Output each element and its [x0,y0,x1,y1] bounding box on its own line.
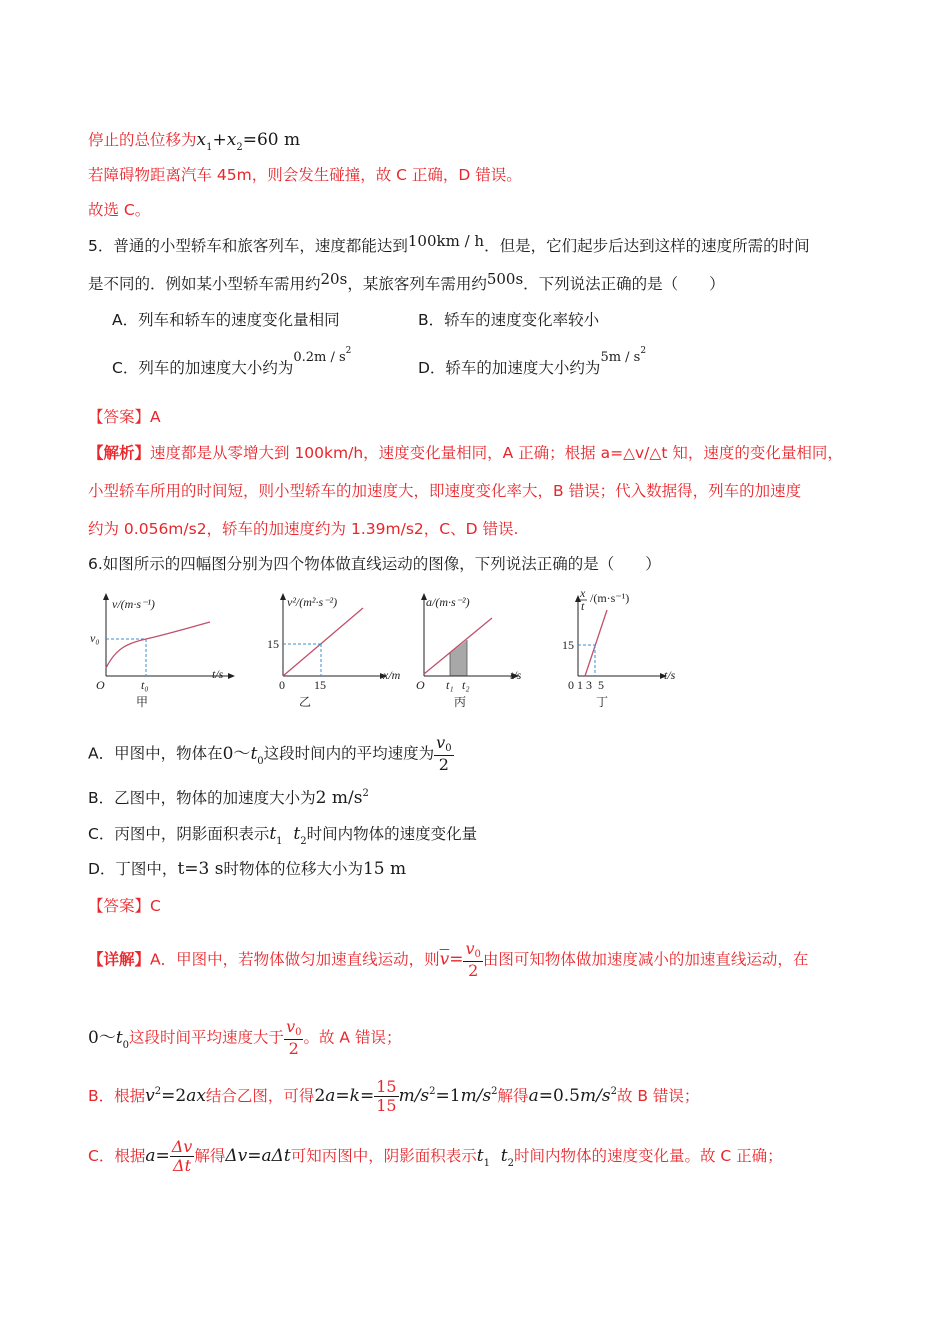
graph-jia [88,588,238,717]
bing-ylabel: a/(m·s⁻²) [426,595,470,609]
q6-detail-fraction-4: $\frac{\Delta v}{\Delta t}$ [171,1137,193,1175]
yi-x15: 15 [314,678,326,692]
q5-explanation-line-3: 约为 0.056m/s2，轿车的加速度约为 1.39m/s2，C、D 错误. [88,520,519,538]
q5-stem-line-1: 5．普通的小型轿车和旅客列车，速度都能达到100km / h．但是，它们起步后达到这样的速度所需的时间 [88,232,810,255]
ding-ylabel-top: x [580,586,586,600]
jia-t0: t₀ [141,678,149,692]
q5-explanation-line-1: 【解析】速度都是从零增大到 100km/h，速度变化量相同，A 正确；根据 a=△v/△t 知，速度的变化量相同， [88,444,843,462]
ding-caption: 丁 [596,695,609,709]
q6-option-d: D．丁图中，t=3 s时物体的位移大小为15 m [88,859,407,879]
jia-xlabel: t/s [212,667,224,681]
q6-detail-line-2: $0\sim t_0$这段时间平均速度大于 $\frac{v0}{2}$ 。故 A 错误； [88,1017,402,1058]
yi-ylabel: v²/(m²·s⁻²) [287,595,338,609]
jia-caption: 甲 [136,695,149,709]
q6-detail-fraction-2: $\frac{v0}{2}$ [286,1017,302,1058]
graph-bing [412,588,562,717]
q6-detail-fraction-3: $\frac{15}{15}$ [376,1077,397,1115]
graph-ding [560,588,690,717]
yi-y15: 15 [267,637,279,651]
ding-ylabel-bot: t [581,599,585,613]
yi-xlabel: x/m [383,668,401,682]
jia-v0: v₀ [90,631,100,645]
jia-origin: O [96,678,105,692]
prev-math-1: $x_1+x_2=60$ m [196,130,301,153]
bing-t1: t₁ [446,678,454,692]
bing-origin: O [416,678,425,692]
ding-ylabel-unit: /(m·s⁻¹) [590,591,630,605]
ding-xlabel: t/s [664,668,676,682]
bing-caption: 丙 [454,695,467,709]
bing-xlabel: t/s [510,668,522,682]
bing-t2: t₂ [462,678,470,692]
q5-option-d: D．轿车的加速度大小约为$^{5m / s2}$ [418,346,647,377]
q6-option-a-fraction: $\frac{v0}{2}$ [436,733,452,774]
jia-ylabel: v/(m·s⁻¹) [112,597,155,611]
ding-xticks: 0 1 3 5 [568,678,604,692]
q5-stem-line-2: 是不同的．例如某小型轿车需用约20s，某旅客列车需用约500s．下列说法正确的是（ ） [88,270,725,293]
yi-zero: 0 [279,678,285,692]
q5-answer: 【答案】A [88,408,161,426]
ding-y15: 15 [562,638,574,652]
prev-text-1: 停止的总位移为 [88,131,197,149]
q5-option-c: C．列车的加速度大小约为$^{0.2m / s2}$ [112,346,352,377]
q5-option-b: B．轿车的速度变化率较小 [418,311,600,329]
graph-yi [265,588,415,717]
q6-detail-line-1: 【详解】A．甲图中，若物体做匀加速直线运动，则$\overline{v}=$ $\frac{v0}{2}$ 由图可知物体做加速度减小的加速直线运动，在 [88,939,809,980]
q6-detail-fraction-1: $\frac{v0}{2}$ [465,939,481,980]
prev-line-1 [88,128,890,155]
q6-detail-line-3: B．根据$v^2=2ax$结合乙图，可得2a=k= $\frac{15}{15}$ $m/s^2=1m/s^2$解得$a=0.5m/s^2$故 B 错误； [88,1077,700,1115]
q6-option-a: A．甲图中，物体在$0\sim t_0$这段时间内的平均速度为 $\frac{v0}{2}$ [88,733,452,774]
q6-option-b: B．乙图中，物体的加速度大小为2 $m/s^2$ [88,788,369,808]
q6-detail-line-4: C．根据a= $\frac{\Delta v}{\Delta t}$ 解得Δv=aΔt可知丙图中，阴影面积表示$t_1$ $t_2$时间内物体的速度变化量。故 C 正确； [88,1137,783,1175]
q6-option-c: C．丙图中，阴影面积表示$t_1$ $t_2$时间内物体的速度变化量 [88,824,478,847]
q6-stem: 6.如图所示的四幅图分别为四个物体做直线运动的图像，下列说法正确的是（ ） [88,555,661,573]
q5-option-a: A．列车和轿车的速度变化量相同 [112,311,340,329]
q5-explanation-line-2: 小型轿车所用的时间短，则小型轿车的加速度大，即速度变化率大，B 错误；代入数据得，列车的加速度 [88,482,802,500]
yi-caption: 乙 [299,695,312,709]
q6-answer: 【答案】C [88,897,161,915]
prev-line-2: 若障碍物距离汽车 45m，则会发生碰撞，故 C 正确，D 错误。 [88,166,522,184]
prev-line-3: 故选 C。 [88,201,151,219]
